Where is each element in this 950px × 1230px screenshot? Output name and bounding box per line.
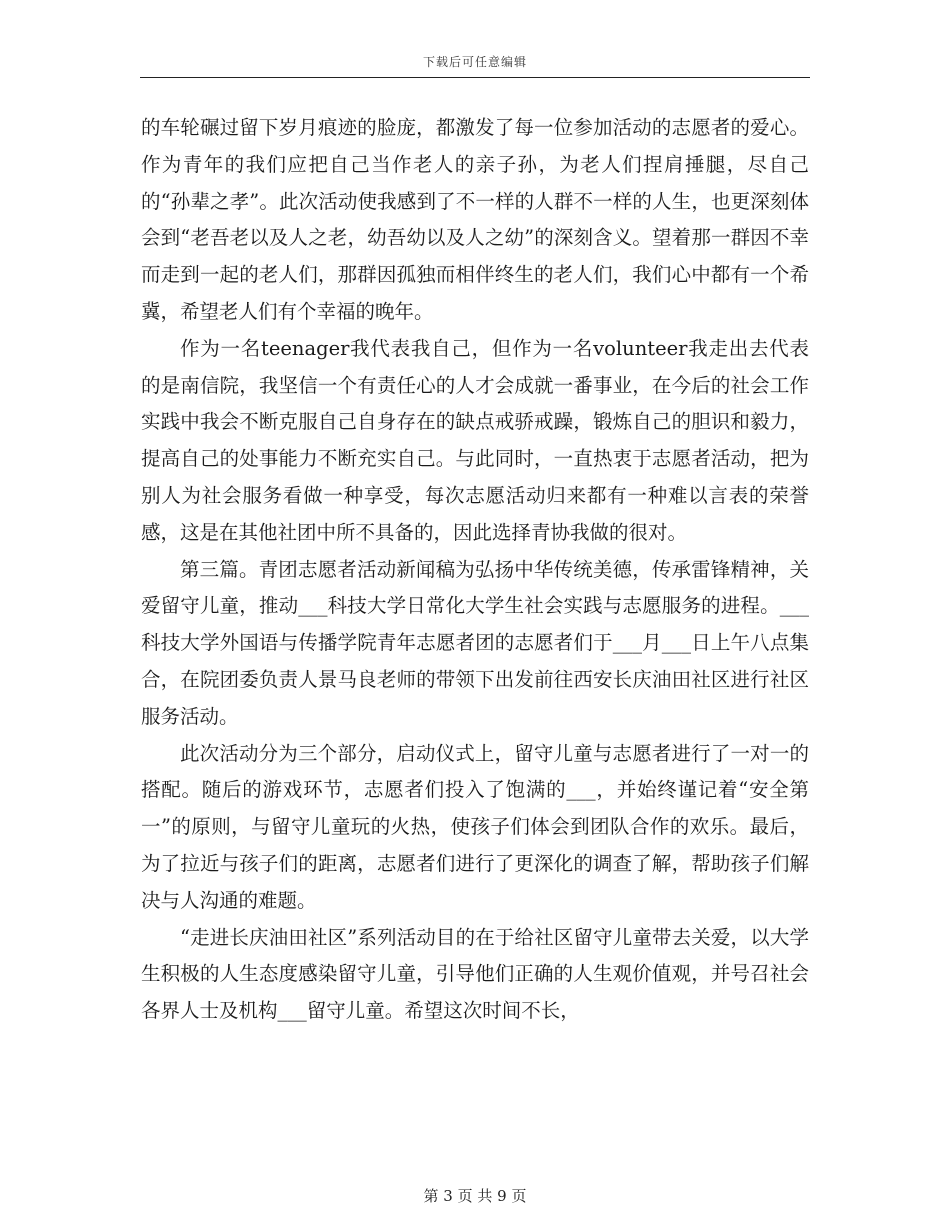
- paragraph-activity-parts: 此次活动分为三个部分，启动仪式上，留守儿童与志愿者进行了一对一的搭配。随后的游戏环节，志愿者们投入了饱满的___，并始终谨记着“安全第一”的原则，与留守儿童玩的火热，使孩子们体会到团队合作的欢乐。最后，为了拉近与孩子们的距离，志愿者们进行了更深化的调查了解，帮助孩子们解决与人沟通的难题。: [141, 741, 809, 912]
- paragraph-continuation: 的车轮碾过留下岁月痕迹的脸庞，都激发了每一位参加活动的志愿者的爱心。作为青年的我们应把自己当作老人的亲子孙，为老人们捏肩捶腿，尽自己的“孙辈之孝”。此次活动使我感到了不一样的人群不一样的人生，也更深刻体会到“老吾老以及人之老，幼吾幼以及人之幼”的深刻含义。望着那一群因不幸而走到一起的老人们，那群因孤独而相伴终生的老人们，我们心中都有一个希冀，希望老人们有个幸福的晚年。: [141, 116, 809, 323]
- document-body: [141, 110, 809, 1030]
- page-number: 第 3 页 共 9 页: [423, 1187, 527, 1205]
- paragraph-activity-purpose: “走进长庆油田社区”系列活动目的在于给社区留守儿童带去关爱，以大学生积极的人生态度感染留守儿童，引导他们正确的人生观价值观，并号召社会各界人士及机构___留守儿童。希望这次时间不长，: [141, 925, 809, 1023]
- page-header: 下载后可任意编辑: [422, 55, 527, 69]
- paragraph-third-article: 第三篇。青团志愿者活动新闻稿为弘扬中华传统美德，传承雷锋精神，关爱留守儿童，推动___科技大学日常化大学生社会实践与志愿服务的进程。___科技大学外国语与传播学院青年志愿者团的志愿者们于___月___日上午八点集合，在院团委负责人景马良老师的带领下出发前往西安长庆油田社区进行社区服务活动。: [141, 557, 809, 728]
- paragraph-volunteer-reflection: 作为一名teenager我代表我自己，但作为一名volunteer我走出去代表的是南信院，我坚信一个有责任心的人才会成就一番事业，在今后的社会工作实践中我会不断克服自己自身存在的缺点戒骄戒躁，锻炼自己的胆识和毅力，提高自己的处事能力不断充实自己。与此同时，一直热衷于志愿者活动，把为别人为社会服务看做一种享受，每次志愿活动归来都有一种难以言表的荣誉感，这是在其他社团中所不具备的，因此选择青协我做的很对。: [141, 336, 809, 544]
- header-divider: [140, 77, 810, 78]
